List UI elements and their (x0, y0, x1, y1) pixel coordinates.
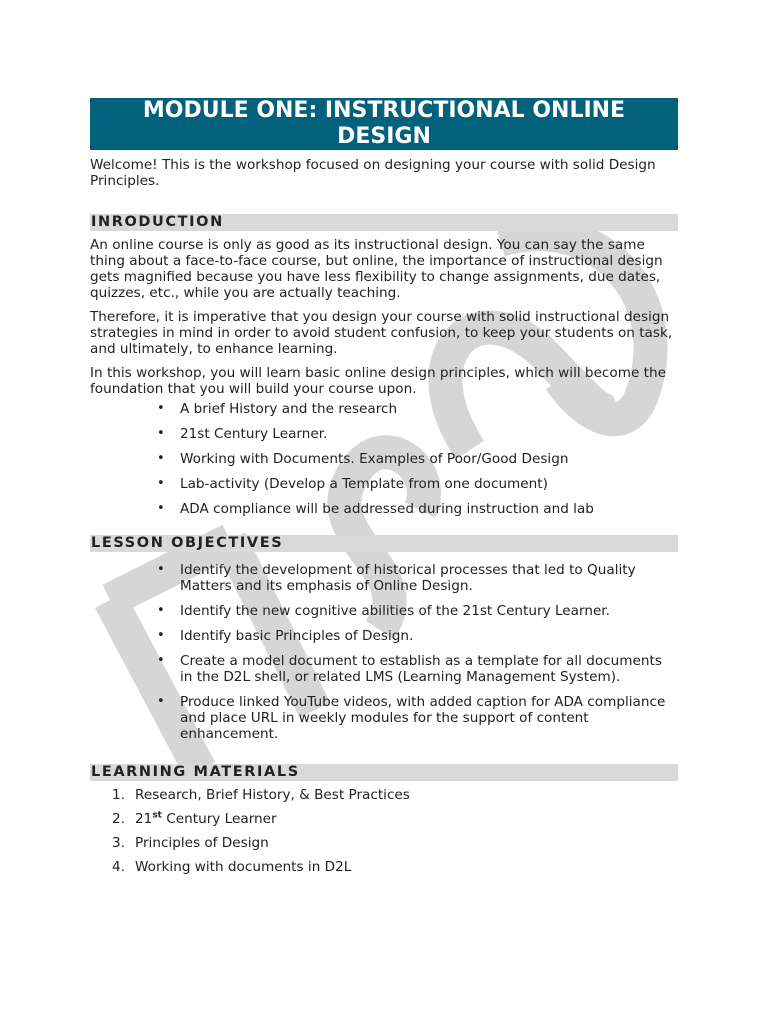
list-item: • ADA compliance will be addressed during instruction and lab (157, 501, 594, 517)
bullet-icon: • (157, 401, 165, 416)
bullet-icon: • (157, 562, 165, 577)
bullet-icon: • (157, 501, 165, 516)
welcome-text: Welcome! This is the workshop focused on designing your course with solid Design Principles. (90, 157, 656, 189)
bullet-icon: • (157, 603, 165, 618)
list-item: • Identify basic Principles of Design. (157, 628, 414, 644)
intro-paragraph: In this workshop, you will learn basic online design principles, which will become the foundation that you will build your course upon. (90, 365, 666, 397)
intro-paragraph: An online course is only as good as its instructional design. You can say the same thing about a face-to-face course, but online, the importance of instructional design gets magnified because you have less flexibility to change assignments, due dates, quizzes, etc., while you are actually teaching. (90, 237, 663, 301)
list-item: • A brief History and the research (157, 401, 398, 417)
list-item: • 21st Century Learner. (157, 426, 328, 442)
bullet-icon: • (157, 451, 165, 466)
bullet-icon: • (157, 653, 165, 668)
list-item: • Create a model document to establish as a template for all documents in the D2L shell, or related LMS (Learning Management System). (157, 653, 662, 685)
bullet-icon: • (157, 628, 165, 643)
intro-paragraph: Therefore, it is imperative that you design your course with solid instructional design strategies in mind in order to avoid student confusion, to keep your students on task, and ultimately, to enhance learning. (90, 309, 673, 357)
objectives-list (90, 562, 678, 742)
objectives-heading: LESSON OBJECTIVES (90, 535, 678, 552)
bullet-icon: • (157, 694, 165, 709)
list-item: • Working with Documents. Examples of Poor/Good Design (157, 451, 569, 467)
list-item: • Identify the development of historical processes that led to Quality Matters and its emphasis of Online Design. (157, 562, 636, 594)
intro-bullet-list (90, 401, 678, 517)
list-item: 3. Principles of Design (112, 835, 269, 851)
list-item: • Produce linked YouTube videos, with added caption for ADA compliance and place URL in weekly modules for the support of content enhancement. (157, 694, 666, 742)
list-item: 1. Research, Brief History, & Best Practices (112, 787, 410, 803)
module-title: MODULE ONE: INSTRUCTIONAL ONLINE DESIGN (90, 98, 678, 150)
list-item: • Identify the new cognitive abilities of the 21st Century Learner. (157, 603, 610, 619)
introduction-heading: INRODUCTION (90, 214, 678, 231)
materials-list (90, 787, 678, 875)
document-page (90, 98, 678, 883)
materials-heading: LEARNING MATERIALS (90, 764, 678, 781)
list-item: • Lab-activity (Develop a Template from one document) (157, 476, 548, 492)
list-item: 4. Working with documents in D2L (112, 859, 352, 875)
bullet-icon: • (157, 426, 165, 441)
bullet-icon: • (157, 476, 165, 491)
list-item: 2. 21st Century Learner (112, 810, 277, 827)
